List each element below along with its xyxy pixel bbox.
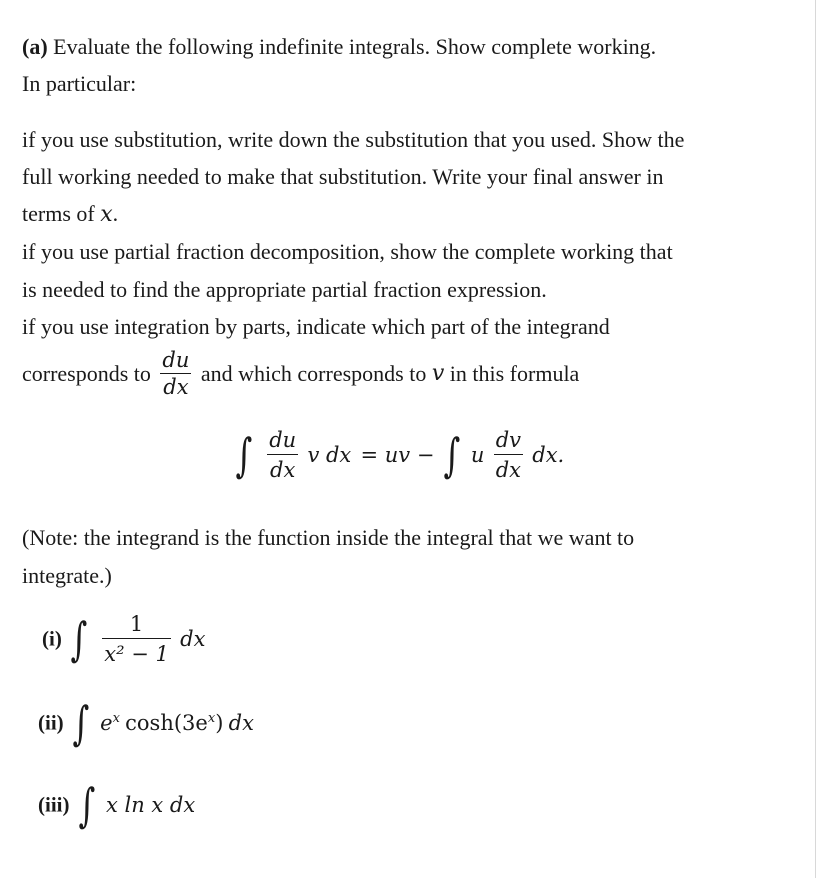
ibp-line-2-suffix: in this formula <box>449 361 580 386</box>
problem-iii-expression: x ln x dx <box>105 793 196 817</box>
intro-heading: Evaluate the following indefinite integrals. Show complete working. <box>53 34 657 59</box>
substitution-line-1: if you use substitution, write down the substitution that you used. Show the <box>22 127 685 152</box>
intro-heading-line <box>22 36 656 58</box>
problem-ii-label: (ii) <box>38 710 64 735</box>
problem-iii <box>38 778 195 832</box>
dx-denominator: dx <box>160 373 191 398</box>
problem-ii-dx: dx <box>228 710 254 735</box>
note-line-1: (Note: the integrand is the function inside the integral that we want to <box>22 525 635 550</box>
problem-i-numerator: 1 <box>129 612 144 636</box>
problem-ii-exp1: x <box>112 710 120 726</box>
integral-sign-2: ∫ <box>443 428 461 482</box>
problem-ii-cosh: cosh(3e <box>125 710 208 735</box>
problem-iii-label: (iii) <box>38 792 70 817</box>
intro-subheading: In particular: <box>22 71 137 96</box>
formula-dv-dx <box>494 428 523 482</box>
period: . <box>112 201 119 226</box>
ibp-line-1: if you use integration by parts, indicate which part of the integrand <box>22 314 610 339</box>
integral-sign-1: ∫ <box>235 428 253 482</box>
formula-dv: dv <box>495 428 522 452</box>
formula-du: du <box>269 428 297 452</box>
note-line-2: integrate.) <box>22 563 112 588</box>
problem-iii-integral-sign: ∫ <box>78 778 96 832</box>
problem-i-fraction <box>102 612 171 666</box>
problem-i-denominator: x² − 1 <box>102 638 171 666</box>
formula-dx: dx <box>267 454 298 482</box>
problem-ii-integral-sign: ∫ <box>72 696 90 750</box>
partial-fraction-line-2: is needed to find the appropriate partial fraction expression. <box>22 277 547 302</box>
du-dx-fraction <box>160 350 191 398</box>
formula-du-dx <box>267 428 298 482</box>
problem-i <box>42 612 205 666</box>
ibp-formula <box>232 428 564 482</box>
formula-tail: dx. <box>532 443 565 467</box>
problem-i-label: (i) <box>42 626 62 651</box>
ibp-line-2 <box>22 350 579 398</box>
formula-u: u <box>470 443 485 467</box>
substitution-line-3-text: terms of <box>22 201 95 226</box>
formula-dx-2: dx <box>494 454 523 482</box>
variable-x: x <box>100 202 113 227</box>
part-label: (a) <box>22 34 48 59</box>
partial-fraction-line-1: if you use partial fraction decomposition, show the complete working that <box>22 239 673 264</box>
variable-v: v <box>431 361 445 386</box>
substitution-line-2: full working needed to make that substitution. Write your final answer in <box>22 164 664 189</box>
problem-i-integral-sign: ∫ <box>70 612 88 666</box>
problem-ii-expression <box>100 711 254 735</box>
problem-ii <box>38 696 254 750</box>
problem-i-dx: dx <box>180 627 206 651</box>
du-numerator: du <box>162 348 190 372</box>
ibp-line-2-prefix: corresponds to <box>22 361 151 386</box>
problem-ii-exp2: x <box>207 710 216 726</box>
problem-ii-e: e <box>100 710 113 735</box>
right-edge-divider <box>815 0 830 878</box>
formula-equals-uv: = uv − <box>360 443 435 467</box>
ibp-line-2-mid: and which corresponds to <box>200 361 427 386</box>
substitution-line-3 <box>22 203 118 226</box>
formula-v-dx: v dx <box>307 443 352 467</box>
problem-ii-close: ) <box>215 710 224 735</box>
